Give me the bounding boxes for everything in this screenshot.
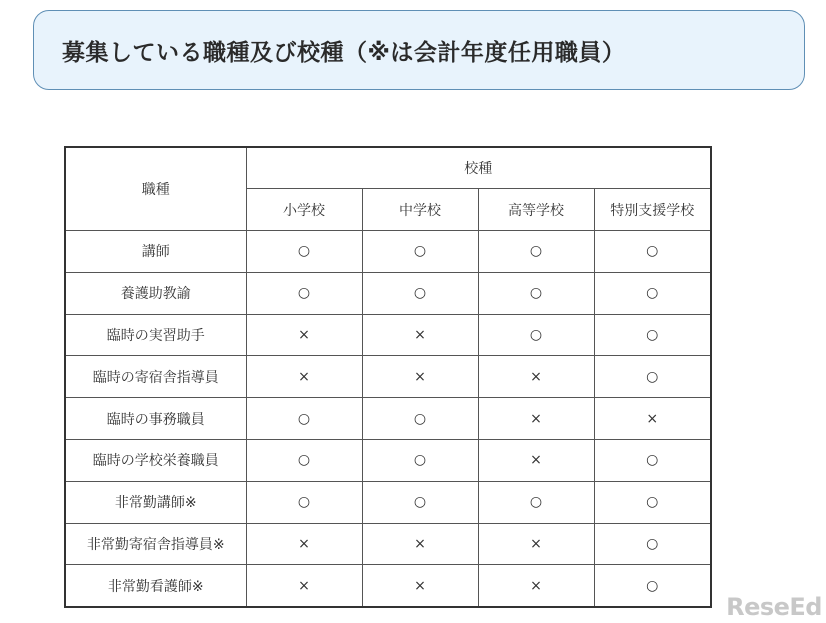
- job-name-cell: 臨時の寄宿舎指導員: [65, 356, 246, 398]
- availability-mark: ○: [362, 231, 478, 273]
- watermark-logo: ReseEd: [726, 593, 822, 621]
- job-name-cell: 非常勤寄宿舎指導員※: [65, 523, 246, 565]
- availability-mark: ○: [246, 440, 362, 482]
- availability-mark: ○: [594, 481, 711, 523]
- availability-mark: ○: [594, 314, 711, 356]
- table-row: [65, 440, 711, 482]
- availability-mark: ○: [594, 231, 711, 273]
- job-school-table: [64, 146, 712, 608]
- availability-mark: ×: [478, 565, 594, 607]
- table-row: [65, 272, 711, 314]
- job-name-cell: 非常勤看護師※: [65, 565, 246, 607]
- availability-mark: ○: [594, 356, 711, 398]
- availability-mark: ○: [594, 272, 711, 314]
- availability-mark: ○: [594, 565, 711, 607]
- availability-mark: ○: [478, 231, 594, 273]
- school-type-header: 校種: [246, 147, 711, 189]
- availability-mark: ○: [362, 440, 478, 482]
- availability-mark: ×: [246, 356, 362, 398]
- availability-mark: ×: [594, 398, 711, 440]
- availability-mark: ○: [478, 272, 594, 314]
- job-name-cell: 臨時の実習助手: [65, 314, 246, 356]
- table-row: [65, 481, 711, 523]
- availability-mark: ×: [246, 565, 362, 607]
- table-row: [65, 523, 711, 565]
- table-row: [65, 231, 711, 273]
- availability-mark: ○: [246, 398, 362, 440]
- job-name-cell: 臨時の学校栄養職員: [65, 440, 246, 482]
- availability-mark: ○: [362, 272, 478, 314]
- page-title: 募集している職種及び校種（※は会計年度任用職員）: [62, 39, 626, 66]
- availability-mark: ○: [362, 481, 478, 523]
- availability-mark: ×: [478, 440, 594, 482]
- availability-mark: ○: [478, 314, 594, 356]
- school-type-high: 高等学校: [478, 189, 594, 231]
- job-name-cell: 臨時の事務職員: [65, 398, 246, 440]
- availability-mark: ×: [478, 356, 594, 398]
- availability-mark: ×: [362, 565, 478, 607]
- availability-mark: ○: [246, 231, 362, 273]
- availability-mark: ×: [362, 523, 478, 565]
- availability-mark: ○: [594, 440, 711, 482]
- availability-mark: ×: [362, 314, 478, 356]
- availability-mark: ×: [478, 523, 594, 565]
- availability-mark: ○: [478, 481, 594, 523]
- school-type-elementary: 小学校: [246, 189, 362, 231]
- availability-mark: ×: [246, 314, 362, 356]
- availability-mark: ○: [362, 398, 478, 440]
- school-type-special-support: 特別支援学校: [594, 189, 711, 231]
- school-type-junior-high: 中学校: [362, 189, 478, 231]
- job-name-cell: 講師: [65, 231, 246, 273]
- job-name-cell: 養護助教諭: [65, 272, 246, 314]
- availability-mark: ×: [246, 523, 362, 565]
- availability-mark: ×: [362, 356, 478, 398]
- availability-mark: ×: [478, 398, 594, 440]
- availability-mark: ○: [246, 272, 362, 314]
- job-name-cell: 非常勤講師※: [65, 481, 246, 523]
- availability-mark: ○: [246, 481, 362, 523]
- table-row: [65, 398, 711, 440]
- table-row: [65, 314, 711, 356]
- availability-mark: ○: [594, 523, 711, 565]
- table-row: [65, 356, 711, 398]
- table-row: [65, 565, 711, 607]
- title-banner: [33, 10, 805, 90]
- job-column-header: 職種: [65, 147, 246, 231]
